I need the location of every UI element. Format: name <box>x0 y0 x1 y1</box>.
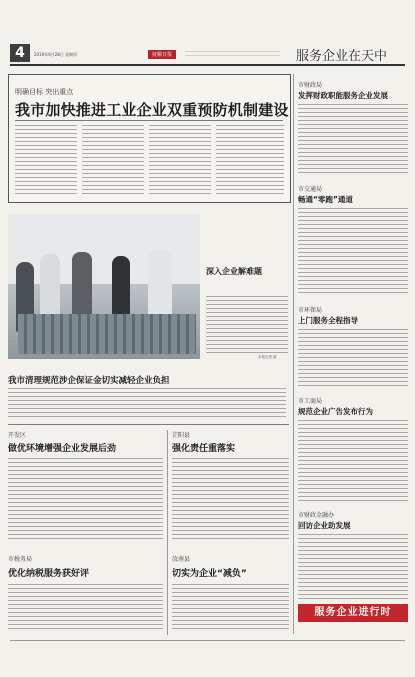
divider-middle <box>167 430 168 635</box>
right-story-4 <box>298 396 408 504</box>
right-story-3 <box>298 305 408 390</box>
left-story-1 <box>8 430 163 542</box>
right-story-2-section: 市交通局 <box>298 186 323 193</box>
section-title: 服务企业在天中 <box>296 49 388 64</box>
middle-story-1-section: 芷阳县 <box>172 432 191 439</box>
left-story-2-headline: 优化纳税服务获好评 <box>8 569 90 579</box>
photo-caption-title: 深入企业解难题 <box>206 267 262 276</box>
lead-kicker: 明确目标 突出重点 <box>15 88 74 96</box>
second-story-headline: 我市清理规范涉企保证金切实减轻企业负担 <box>8 376 170 386</box>
left-story-1-section: 开发区 <box>8 432 27 439</box>
left-story-2-body <box>8 584 163 632</box>
middle-story-2-headline: 切实为企业“减负” <box>172 569 247 579</box>
date-line: 2019年9月28日 星期四 <box>34 52 78 57</box>
right-story-4-body <box>298 420 408 502</box>
right-story-4-section: 市工商局 <box>298 398 323 405</box>
right-story-5-headline: 回访企业助发展 <box>298 521 351 530</box>
left-story-1-headline: 做优环境增强企业发展后劲 <box>8 444 117 454</box>
left-story-1-body <box>8 458 163 540</box>
right-story-5-body <box>298 534 408 600</box>
middle-story-2-section: 汝南县 <box>172 556 191 563</box>
photo-machine-model <box>18 314 196 354</box>
lead-story-box <box>8 74 291 203</box>
divider-lower <box>8 424 289 425</box>
lead-body-col-4 <box>216 125 284 197</box>
right-story-2-headline: 畅通“零跑”通道 <box>298 195 353 204</box>
right-story-2-body <box>298 208 408 294</box>
right-story-1 <box>298 80 408 175</box>
second-story <box>8 372 289 422</box>
middle-story-1-body <box>172 458 289 540</box>
footer-banner <box>298 604 408 622</box>
page-header <box>0 40 415 68</box>
right-story-1-section: 市财政局 <box>298 82 323 89</box>
footer-banner-text: 服务企业进行时 <box>314 607 392 618</box>
middle-story-1-headline: 强化责任重落实 <box>172 444 236 454</box>
right-story-5-section: 市财政金融办 <box>298 512 335 519</box>
paper-name-badge: 抚顺日报 <box>148 50 176 59</box>
photo-story-box <box>8 214 289 364</box>
right-story-3-section: 市环保局 <box>298 307 323 314</box>
right-story-5 <box>298 510 408 590</box>
photo-caption-text <box>206 296 288 354</box>
lead-body-col-3 <box>149 125 211 197</box>
right-story-1-body <box>298 104 408 174</box>
second-story-body <box>8 388 286 418</box>
right-story-1-headline: 发挥财政职能服务企业发展 <box>298 91 388 100</box>
right-story-2 <box>298 184 408 296</box>
left-story-2-section: 市税务局 <box>8 556 33 563</box>
right-story-4-headline: 规范企业广告发布行为 <box>298 407 373 416</box>
lead-body-col-2 <box>82 125 144 197</box>
lead-body-col-1 <box>15 125 77 197</box>
bottom-rule <box>10 640 405 641</box>
page-number: 4 <box>10 44 30 62</box>
right-story-3-headline: 上门服务全程指导 <box>298 316 358 325</box>
middle-story-2 <box>172 554 289 634</box>
lead-headline: 我市加快推进工业企业双重预防机制建设 <box>15 101 289 119</box>
header-small-print <box>185 51 280 56</box>
divider-right <box>293 74 294 634</box>
header-rule <box>10 64 405 66</box>
right-story-3-body <box>298 329 408 389</box>
news-photo <box>8 214 200 359</box>
middle-story-2-body <box>172 584 289 632</box>
left-story-2 <box>8 554 163 634</box>
lead-headline-rule <box>15 120 283 121</box>
middle-story-1 <box>172 430 289 542</box>
photo-credit: 本报记者 摄 <box>258 355 277 359</box>
